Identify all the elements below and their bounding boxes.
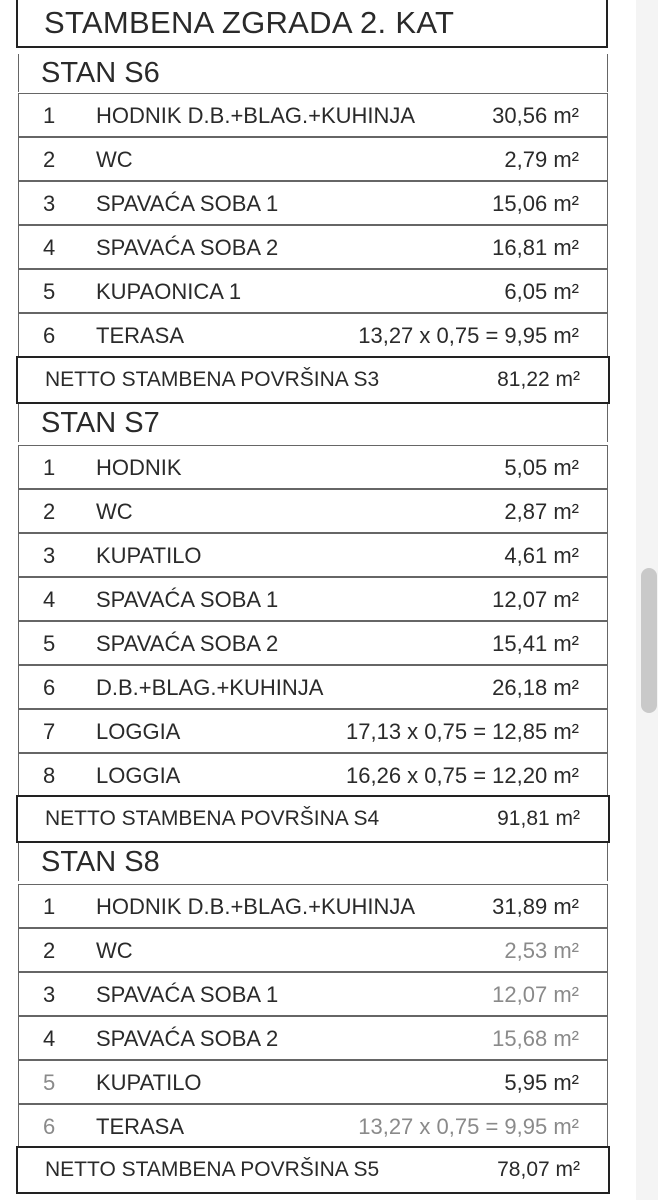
table-row <box>18 1060 608 1104</box>
unit-total-s7 <box>16 795 610 843</box>
table-row <box>18 269 608 313</box>
room-number: 2 <box>43 147 56 172</box>
room-area: 2,79 m² <box>504 147 579 172</box>
table-row <box>18 181 608 225</box>
table-row <box>18 313 608 357</box>
room-name: SPAVAĆA SOBA 2 <box>96 1026 279 1051</box>
room-area: 26,18 m² <box>492 675 579 700</box>
room-area: 30,56 m² <box>492 103 579 128</box>
room-number: 3 <box>43 543 56 568</box>
room-area: 5,05 m² <box>504 455 579 480</box>
room-name: SPAVAĆA SOBA 1 <box>96 982 279 1007</box>
room-number: 4 <box>43 1026 56 1051</box>
room-name: HODNIK D.B.+BLAG.+KUHINJA <box>96 894 416 919</box>
room-name: WC <box>96 147 133 172</box>
unit-heading-s7: STAN S7 <box>18 404 608 442</box>
room-name: KUPATILO <box>96 543 202 568</box>
room-name: SPAVAĆA SOBA 2 <box>96 235 279 260</box>
room-area: 15,41 m² <box>492 631 579 656</box>
room-number: 3 <box>43 982 56 1007</box>
room-area: 12,07 m² <box>492 982 579 1007</box>
room-name: HODNIK D.B.+BLAG.+KUHINJA <box>96 103 416 128</box>
table-row <box>18 533 608 577</box>
table-row <box>18 972 608 1016</box>
room-area: 2,53 m² <box>504 938 579 963</box>
room-area-calculation: 13,27 x 0,75 = 9,95 m² <box>358 323 579 348</box>
room-number: 6 <box>43 323 56 348</box>
room-name: KUPAONICA 1 <box>96 279 242 304</box>
room-name: WC <box>96 938 133 963</box>
room-area-calculation: 17,13 x 0,75 = 12,85 m² <box>346 719 579 744</box>
table-row <box>18 577 608 621</box>
table-row <box>18 884 608 928</box>
room-area: 6,05 m² <box>504 279 579 304</box>
room-number: 5 <box>43 279 56 304</box>
table-row <box>18 137 608 181</box>
room-name: D.B.+BLAG.+KUHINJA <box>96 675 324 700</box>
room-number: 4 <box>43 587 56 612</box>
room-number: 2 <box>43 938 56 963</box>
room-name: WC <box>96 499 133 524</box>
total-label: NETTO STAMBENA POVRŠINA S3 <box>45 368 380 391</box>
room-name: SPAVAĆA SOBA 1 <box>96 587 279 612</box>
room-area: 5,95 m² <box>504 1070 579 1095</box>
room-area: 2,87 m² <box>504 499 579 524</box>
room-number: 4 <box>43 235 56 260</box>
room-name: SPAVAĆA SOBA 1 <box>96 191 279 216</box>
room-number: 3 <box>43 191 56 216</box>
room-area: 31,89 m² <box>492 894 579 919</box>
room-area-calculation: 16,26 x 0,75 = 12,20 m² <box>346 763 579 788</box>
room-number: 7 <box>43 719 56 744</box>
room-number: 5 <box>43 631 56 656</box>
table-row <box>18 1104 608 1148</box>
unit-heading-s8: STAN S8 <box>18 843 608 881</box>
table-row <box>18 93 608 137</box>
table-row <box>18 709 608 753</box>
total-label: NETTO STAMBENA POVRŠINA S4 <box>45 807 380 830</box>
table-row <box>18 1016 608 1060</box>
room-name: LOGGIA <box>96 763 181 788</box>
table-row <box>18 489 608 533</box>
room-number: 6 <box>43 675 56 700</box>
room-area: 16,81 m² <box>492 235 579 260</box>
room-name: HODNIK <box>96 455 182 480</box>
total-label: NETTO STAMBENA POVRŠINA S5 <box>45 1158 380 1181</box>
room-area: 12,07 m² <box>492 587 579 612</box>
room-number: 2 <box>43 499 56 524</box>
room-number: 1 <box>43 103 56 128</box>
table-row <box>18 753 608 797</box>
room-number: 1 <box>43 455 56 480</box>
room-number: 5 <box>43 1070 56 1095</box>
room-area-calculation: 13,27 x 0,75 = 9,95 m² <box>358 1114 579 1139</box>
room-number: 8 <box>43 763 56 788</box>
scrollbar-thumb[interactable] <box>641 568 657 713</box>
building-title: STAMBENA ZGRADA 2. KAT <box>16 0 608 48</box>
room-name: KUPATILO <box>96 1070 202 1095</box>
table-row <box>18 225 608 269</box>
unit-total-s6 <box>16 356 610 404</box>
vertical-scrollbar[interactable] <box>636 0 658 1200</box>
table-row <box>18 665 608 709</box>
room-name: SPAVAĆA SOBA 2 <box>96 631 279 656</box>
total-value: 91,81 m² <box>497 807 580 830</box>
table-row <box>18 928 608 972</box>
table-row <box>18 621 608 665</box>
unit-total-s8 <box>16 1146 610 1194</box>
room-area: 15,68 m² <box>492 1026 579 1051</box>
room-name: TERASA <box>96 323 185 348</box>
room-name: TERASA <box>96 1114 185 1139</box>
room-number: 6 <box>43 1114 56 1139</box>
room-name: LOGGIA <box>96 719 181 744</box>
room-number: 1 <box>43 894 56 919</box>
room-area: 4,61 m² <box>504 543 579 568</box>
unit-heading-s6: STAN S6 <box>18 54 608 92</box>
room-area: 15,06 m² <box>492 191 579 216</box>
total-value: 81,22 m² <box>497 368 580 391</box>
table-row <box>18 445 608 489</box>
total-value: 78,07 m² <box>497 1158 580 1181</box>
